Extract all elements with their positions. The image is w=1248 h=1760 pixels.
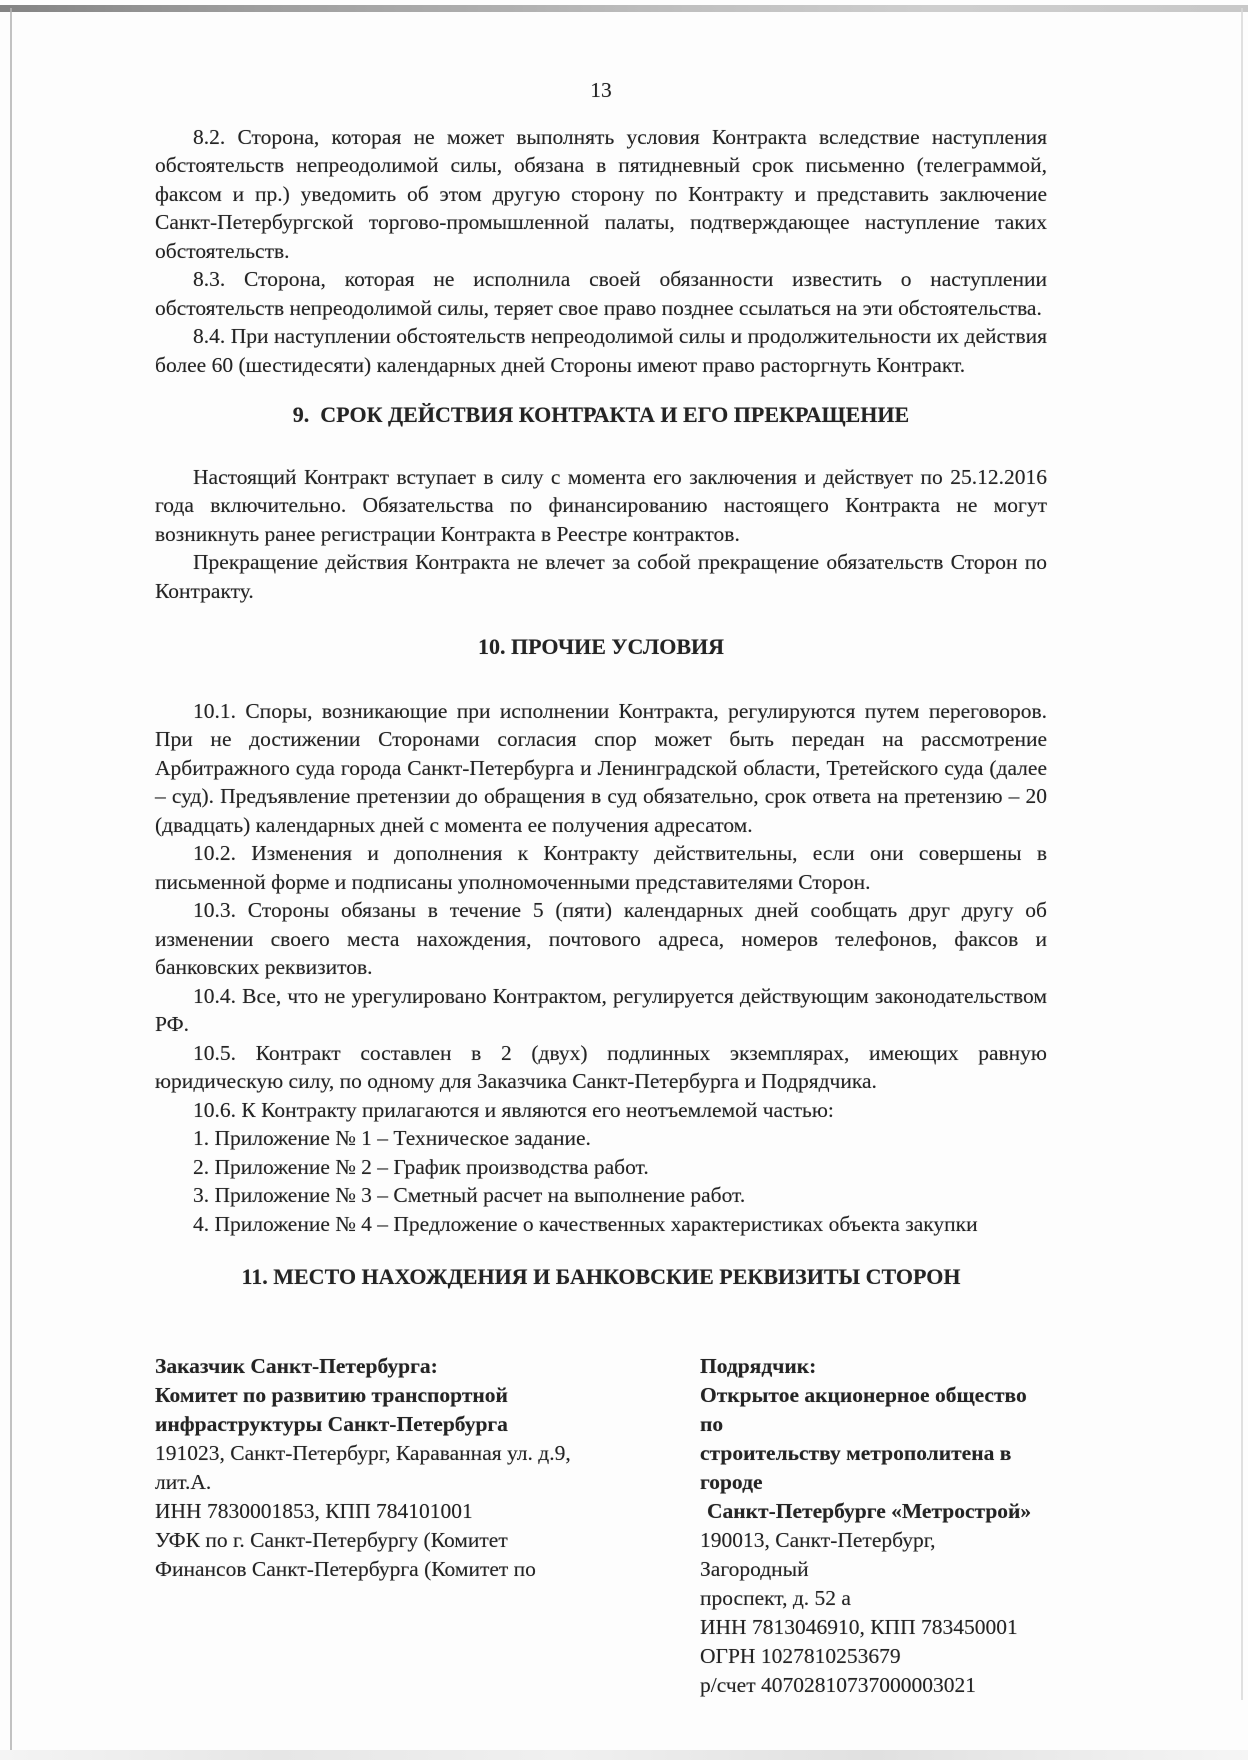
contractor-name-line-1: Открытое акционерное общество по [700, 1382, 1027, 1436]
clause-10-3: 10.3. Стороны обязаны в течение 5 (пяти) календарных дней сообщать друг другу об изменении своего места нахождения, почтового адреса, номеров телефонов, факсов и банковских реквизитов. [155, 898, 1047, 979]
scan-right-edge-artifact [1241, 8, 1243, 1700]
section-9-heading: 9. СРОК ДЕЙСТВИЯ КОНТРАКТА И ЕГО ПРЕКРАЩЕНИЕ [292, 402, 910, 427]
annex-item-2: 2. Приложение № 2 – График производства работ. [193, 1154, 649, 1179]
contractor-account: р/счет 40702810737000003021 [700, 1672, 976, 1697]
requisites-columns [155, 1352, 1047, 1700]
clause-9-paragraph-2: Прекращение действия Контракта не влечет за собой прекращение обязательств Сторон по Контракту. [155, 550, 1047, 603]
scan-left-edge-artifact [10, 8, 12, 1750]
annex-item-3: 3. Приложение № 3 – Сметный расчет на выполнение работ. [193, 1183, 746, 1207]
contractor-address-line-2: проспект, д. 52 а [700, 1585, 851, 1610]
clause-10-2: 10.2. Изменения и дополнения к Контракту действительны, если они совершены в письменной форме и подписаны уполномоченными представителями Сторон. [155, 841, 1047, 894]
customer-inn-kpp: ИНН 7830001853, КПП 784101001 [155, 1498, 473, 1523]
section-11-heading: 11. МЕСТО НАХОЖДЕНИЯ И БАНКОВСКИЕ РЕКВИЗИТЫ СТОРОН [241, 1264, 961, 1289]
customer-name-line-2: инфраструктуры Санкт-Петербурга [155, 1411, 508, 1436]
contractor-address-line-1: 190013, Санкт-Петербург, Загородный [700, 1527, 936, 1581]
page-number: 13 [590, 78, 612, 102]
customer-address-line-1: 191023, Санкт-Петербург, Караванная ул. д.9, [155, 1440, 571, 1465]
clause-9-paragraph-1: Настоящий Контракт вступает в силу с момента его заключения и действует по 25.12.2016 года включительно. Обязательства по финансированию настоящего Контракта не могут возникнуть ранее регистрации Контракта в Реестре контрактов. [155, 464, 1047, 546]
clause-8-3: 8.3. Сторона, которая не исполнила своей обязанности известить о наступлении обстоятельств непреодолимой силы, теряет свое право позднее ссылаться на эти обстоятельства. [155, 267, 1047, 320]
customer-requisites [155, 1352, 700, 1700]
customer-title: Заказчик Санкт-Петербурга: [155, 1353, 438, 1378]
customer-bank-line-2: Финансов Санкт-Петербурга (Комитет по [155, 1556, 536, 1581]
document-content [155, 0, 1047, 1700]
clause-8-2: 8.2. Сторона, которая не может выполнять условия Контракта вследствие наступления обстоятельств непреодолимой силы, обязана в пятидневный срок письменно (телеграммой, факсом и пр.) уведомить об этом другую сторону по Контракту и представить заключение Санкт-Петербургской торгово-промышленной палаты, подтверждающее наступление таких обстоятельств. [155, 124, 1047, 263]
customer-address-line-2: лит.А. [155, 1469, 212, 1494]
contractor-requisites [700, 1352, 1047, 1700]
contractor-name-line-2: строительству метрополитена в городе [700, 1440, 1012, 1494]
clause-8-4: 8.4. При наступлении обстоятельств непреодолимой силы и продолжительности их действия более 60 (шестидесяти) календарных дней Стороны имеют право расторгнуть Контракт. [155, 324, 1047, 377]
contractor-name-line-3: Санкт-Петербурге «Метрострой» [707, 1498, 1032, 1523]
clause-10-1: 10.1. Споры, возникающие при исполнении Контракта, регулируются путем переговоров. При не достижении Сторонами согласия спор может быть передан на рассмотрение Арбитражного суда города Санкт-Петербурга и Ленинградской области, Третейского суда (далее – суд). Предъявление претензии до обращения в суд обязательно, срок ответа на претензию – 20 (двадцать) календарных дней с момента ее получения адресатом. [155, 698, 1047, 837]
scan-bottom-edge-artifact [0, 1750, 1248, 1760]
clause-10-6: 10.6. К Контракту прилагаются и являются его неотъемлемой частью: [193, 1097, 834, 1122]
annex-item-1: 1. Приложение № 1 – Техническое задание. [193, 1126, 591, 1150]
contractor-title: Подрядчик: [700, 1353, 817, 1378]
contractor-inn-kpp: ИНН 7813046910, КПП 783450001 [700, 1614, 1018, 1639]
annex-item-4: 4. Приложение № 4 – Предложение о качественных характеристиках объекта закупки [193, 1211, 978, 1236]
clause-10-5: 10.5. Контракт составлен в 2 (двух) подлинных экземплярах, имеющих равную юридическую силу, по одному для Заказчика Санкт-Петербурга и Подрядчика. [155, 1040, 1047, 1093]
section-10-heading: 10. ПРОЧИЕ УСЛОВИЯ [477, 634, 725, 659]
customer-name-line-1: Комитет по развитию транспортной [155, 1382, 508, 1407]
clause-10-4: 10.4. Все, что не урегулировано Контрактом, регулируется действующим законодательством РФ. [155, 983, 1047, 1036]
customer-bank-line-1: УФК по г. Санкт-Петербургу (Комитет [155, 1527, 508, 1552]
contractor-ogrn: ОГРН 1027810253679 [700, 1643, 901, 1668]
